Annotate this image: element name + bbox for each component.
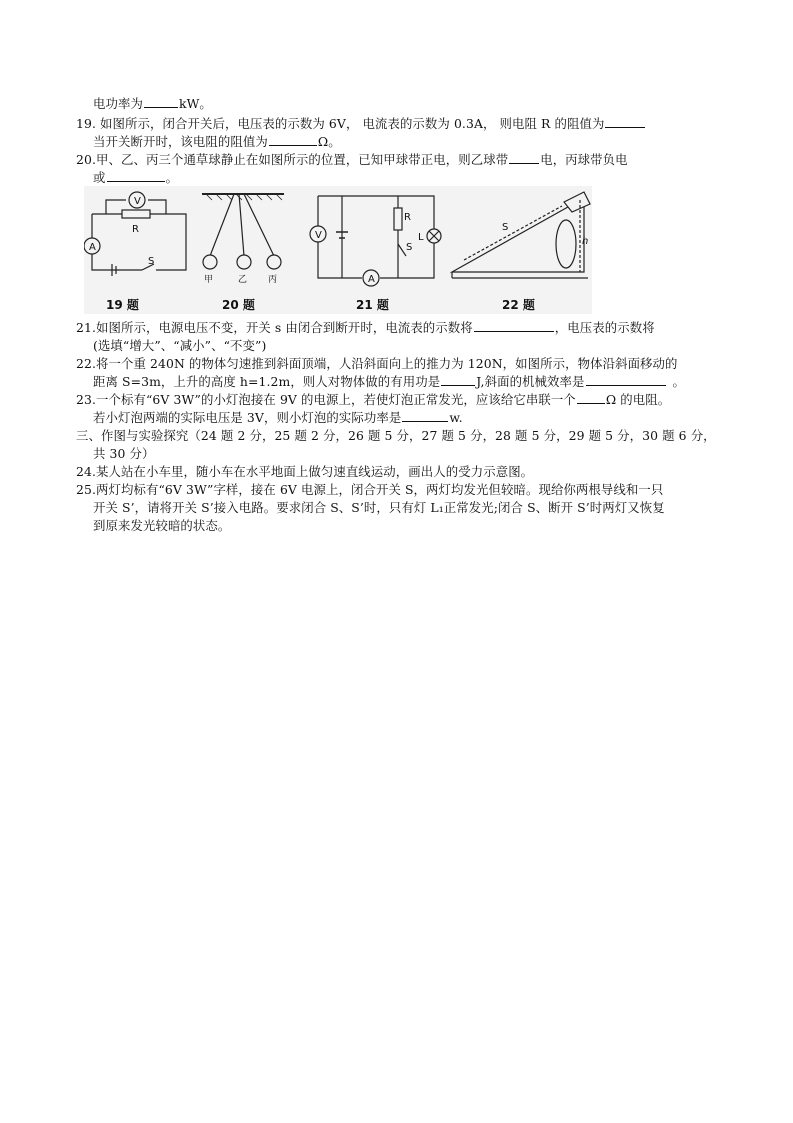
q23-text: 23.一个标有“6V 3W”的小灯泡接在 9V 的电源上，若使灯泡正常发光，应该给它串联一个 (76, 392, 576, 407)
q18-blank (144, 94, 178, 108)
q19-text2: 当开关断开时，该电阻的阻值为 (93, 134, 268, 149)
fig19-wires (92, 214, 186, 270)
fig22-base (452, 272, 588, 278)
q25-line2 (93, 498, 743, 518)
q23-blank2 (402, 408, 448, 422)
fig19-resistor (122, 210, 150, 218)
q20-end: 。 (165, 170, 178, 185)
q25-line1 (76, 480, 726, 500)
fig19-a-label: A (89, 242, 96, 253)
fig22-block (564, 192, 590, 212)
q25-text: 25.两灯均标有“6V 3W”字样，接在 6V 电源上，闭合开关 S，两灯均发光但较暗。现给你两根导线和一只 (76, 482, 664, 497)
figures-strip (84, 186, 592, 314)
q25-text2: 开关 S’，请将开关 S’接入电路。要求闭合 S、S’时，只有灯 L₁正常发光;闭合 S、断开 S’时两灯又恢复 (93, 500, 665, 515)
q24-line1 (76, 462, 726, 482)
fig21-s-label: S (406, 242, 413, 253)
q21-text-b: ，电压表的示数将 (554, 320, 655, 335)
q23-unit2: w. (449, 410, 463, 425)
q20-line2 (93, 168, 743, 188)
fig21-switch (398, 244, 406, 256)
fig21-l-label: L (418, 232, 424, 243)
q22-blank1 (441, 372, 475, 386)
fig20-label-yi: 乙 (238, 275, 248, 285)
q23-blank1 (577, 390, 605, 404)
fig22-slope (452, 198, 584, 272)
q19-blank1 (605, 114, 645, 128)
section3-line2 (93, 444, 743, 464)
fig21-caption: 21 题 (356, 298, 389, 312)
q21-blank1 (474, 318, 554, 332)
fig20-threads (210, 194, 274, 256)
fig22-s-arrow (464, 206, 562, 260)
fig21-resistor (394, 208, 402, 230)
fig20-label-bing: 丙 (268, 275, 278, 285)
fig22-h-label: h (582, 236, 589, 247)
q21-line1 (76, 318, 726, 338)
fig21-branches (342, 196, 398, 278)
q24-text: 24.某人站在小车里，随小车在水平地面上做匀速直线运动，画出人的受力示意图。 (76, 464, 534, 479)
q19-blank2 (269, 132, 317, 146)
q22-text3: J,斜面的机械效率是 (476, 374, 585, 389)
fig22-s-label: S (502, 222, 509, 233)
q22-line2 (93, 372, 743, 392)
q20-blank1 (509, 150, 539, 164)
q21-options: (选填“增大”、“减小”、“不变”) (93, 338, 267, 353)
q22-blank2 (586, 372, 666, 386)
fig21-r-label: R (404, 212, 411, 223)
fig19-r-label: R (132, 224, 139, 235)
fig21-wires (318, 196, 434, 278)
q25-text3: 到原来发光较暗的状态。 (93, 518, 231, 533)
q19-text: 19. 如图所示，闭合开关后，电压表的示数为 6V， 电流表的示数为 0.3A， 则电阻 R 的阻值为 (76, 116, 605, 131)
fig21-v-label: V (315, 230, 322, 241)
q22-end: 。 (672, 374, 686, 389)
fig19-v-label: V (134, 196, 141, 207)
q20-text2: 或 (93, 170, 106, 185)
fig22-caption: 22 题 (502, 298, 535, 312)
section3-heading: 三、作图与实验探究（24 题 2 分，25 题 2 分，26 题 5 分，27 题 5 分，28 题 5 分，29 题 5 分，30 题 6 分， (76, 428, 716, 443)
q20-text: 20.甲、乙、丙三个通草球静止在如图所示的位置，已知甲球带正电，则乙球带 (76, 152, 509, 167)
fig20-ball-bing (267, 255, 281, 269)
q18-unit: kW。 (178, 96, 212, 111)
q18-tail-line (93, 94, 743, 114)
q23-unit: Ω 的电阻。 (605, 392, 671, 407)
figures-svg (84, 186, 592, 314)
fig22-wheel (556, 220, 576, 268)
q19-unit: Ω。 (317, 134, 341, 149)
q22-text: 22.将一个重 240N 的物体匀速推到斜面顶端，人沿斜面向上的推力为 120N，如图所示，物体沿斜面移动的 (76, 356, 678, 371)
fig19-s-label: S (148, 256, 155, 267)
q22-text2: 距离 S=3m，上升的高度 h=1.2m，则人对物体做的有用功是 (93, 374, 441, 389)
fig20-label-jia: 甲 (204, 275, 214, 285)
q23-line1 (76, 390, 726, 410)
q20-blank2 (107, 168, 165, 182)
q19-line2 (93, 132, 743, 152)
q18-text: 电功率为 (93, 96, 143, 111)
fig20-caption: 20 题 (222, 298, 255, 312)
section3-line1 (76, 426, 726, 446)
fig21-a-label: A (368, 274, 375, 285)
q20-text-b: 电，丙球带负电 (540, 152, 628, 167)
q19-line1 (76, 114, 726, 134)
q21-text: 21.如图所示，电源电压不变，开关 s 由闭合到断开时，电流表的示数将 (76, 320, 473, 335)
q22-line1 (76, 354, 726, 374)
fig20-ball-yi (237, 255, 251, 269)
q21-line2 (93, 336, 743, 356)
section3-total: 共 30 分） (93, 446, 155, 461)
q23-line2 (93, 408, 743, 428)
fig20-ball-jia (203, 255, 217, 269)
fig19-caption: 19 题 (106, 298, 139, 312)
q23-text2: 若小灯泡两端的实际电压是 3V，则小灯泡的实际功率是 (93, 410, 402, 425)
q20-line1 (76, 150, 726, 170)
q25-line3 (93, 516, 743, 536)
